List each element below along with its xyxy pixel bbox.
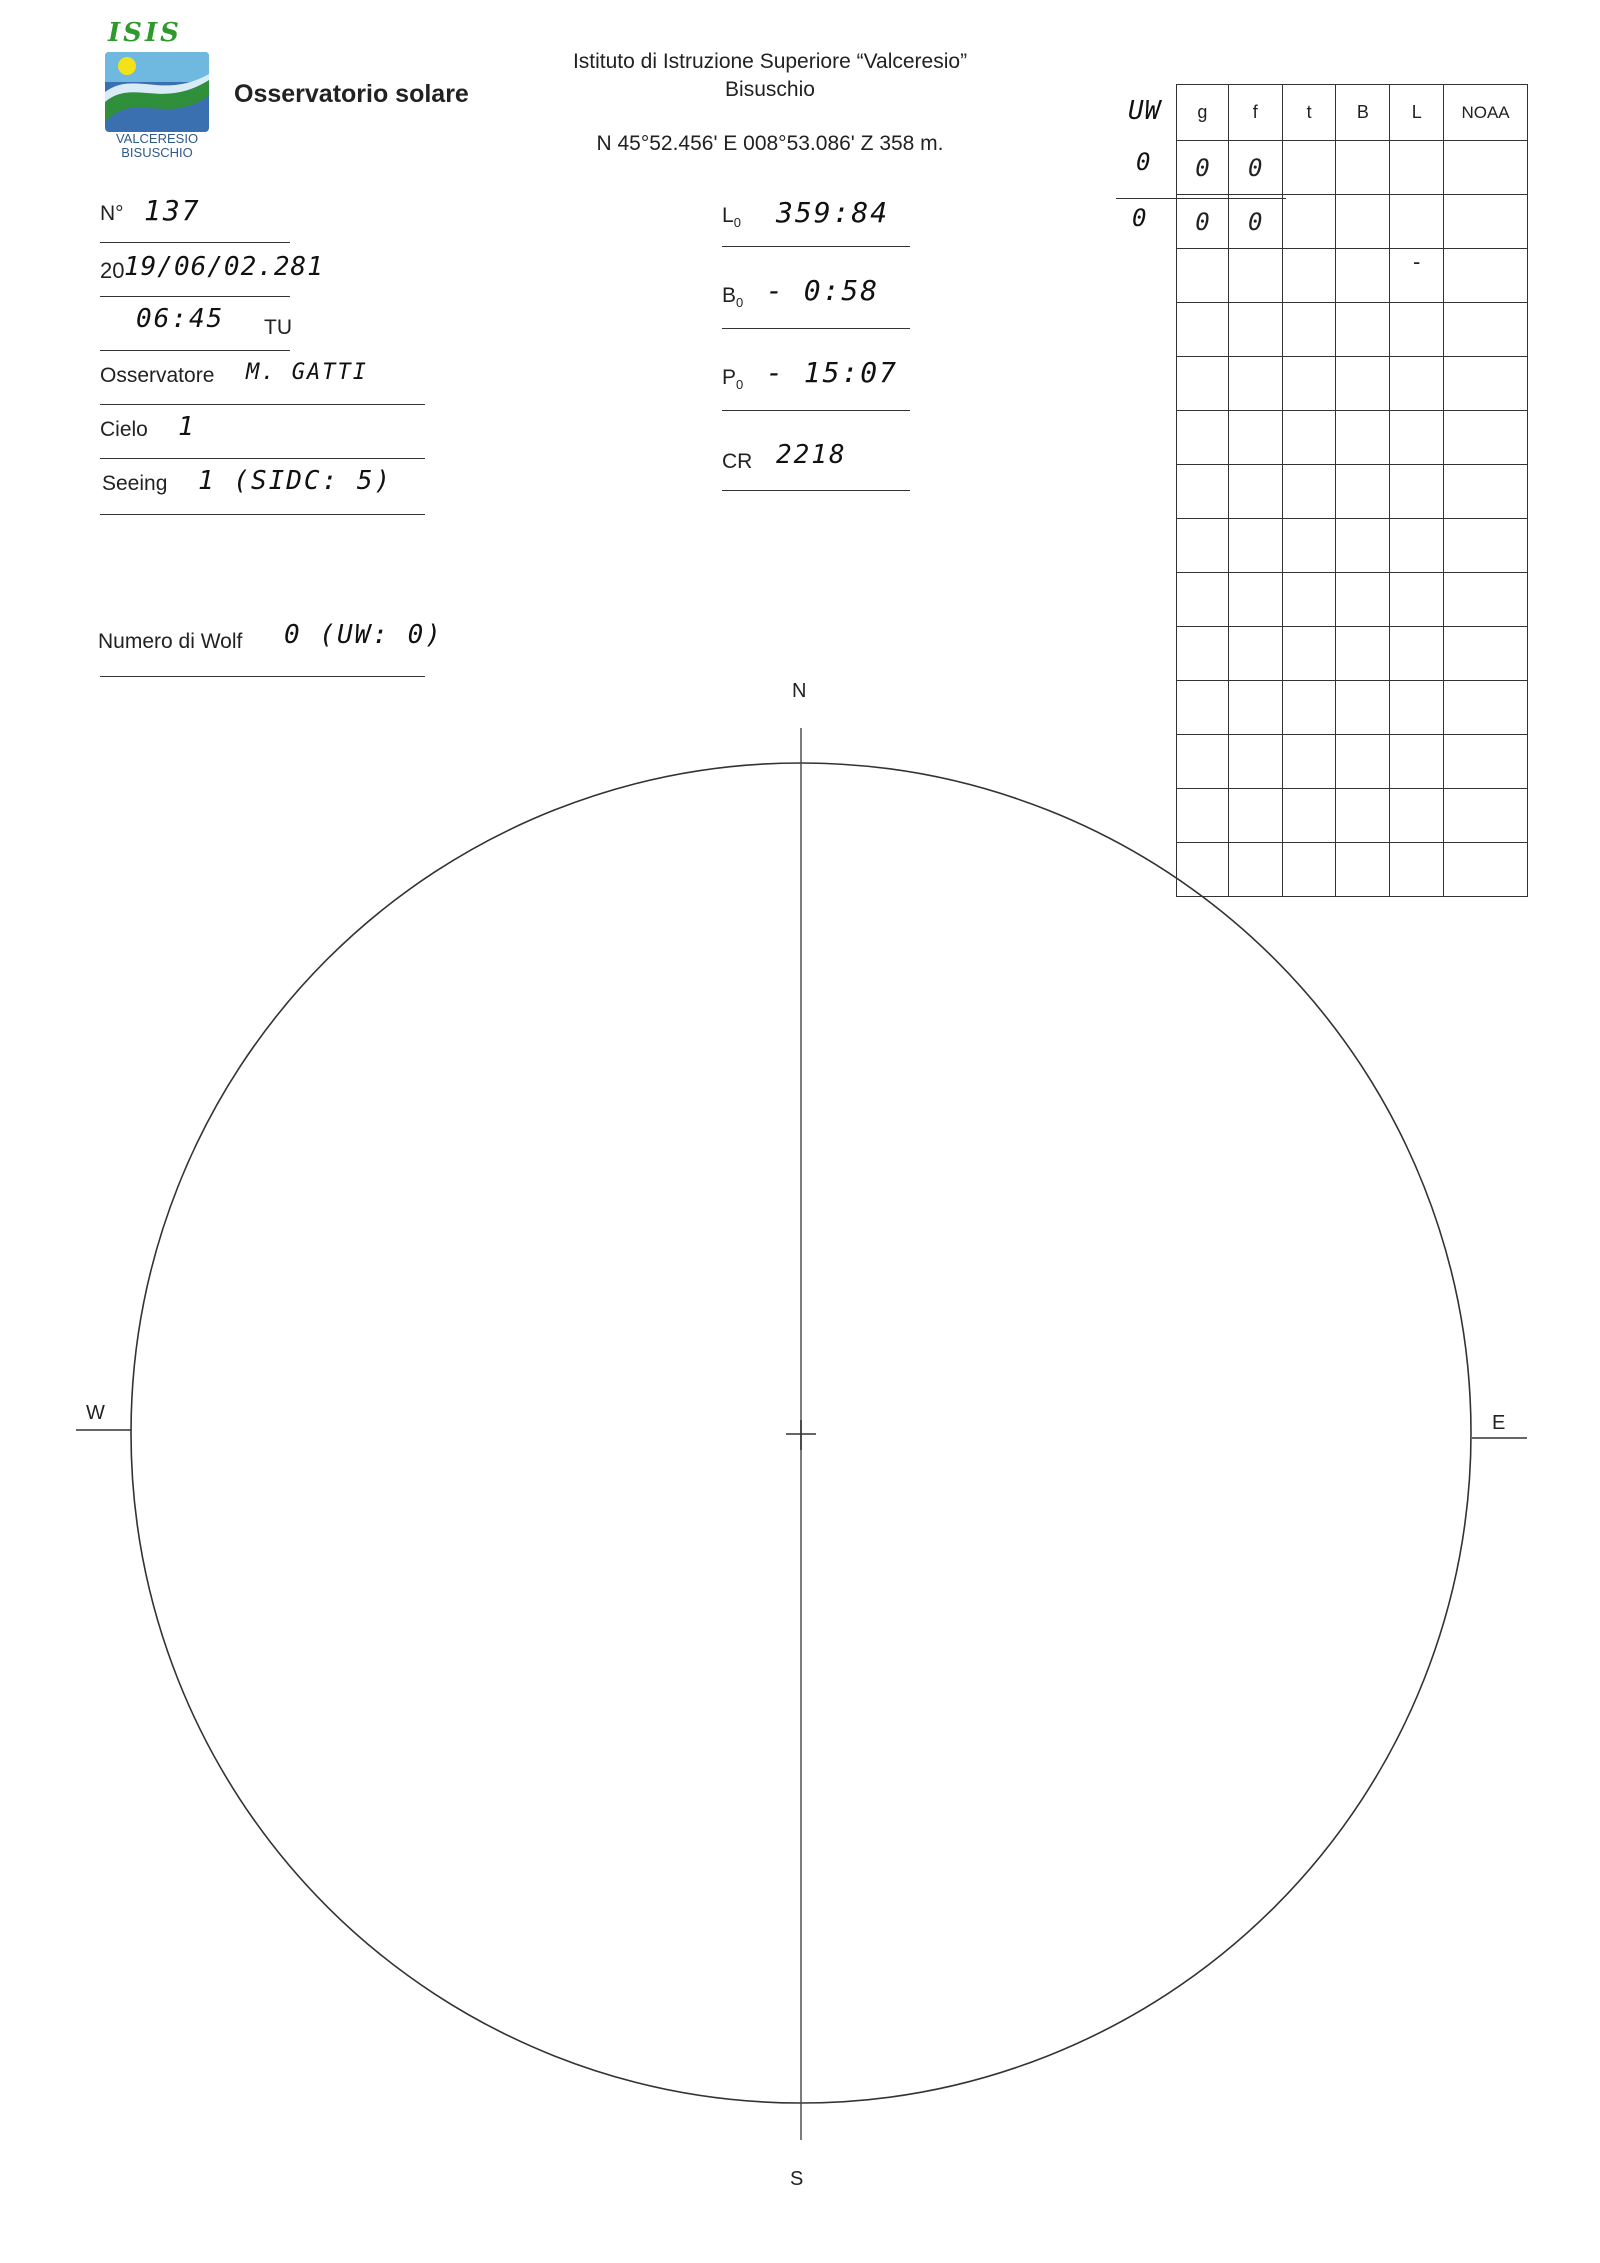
uw-row1-value: 0 [1136, 148, 1153, 176]
header-f: f [1228, 85, 1282, 141]
p0-value: - 15:07 [766, 356, 899, 389]
b0-value: - 0:58 [766, 274, 880, 307]
b0-letter: B [722, 284, 737, 307]
row1-f: 0 [1228, 141, 1282, 195]
number-label: N° [100, 202, 124, 225]
header-g: g [1177, 85, 1229, 141]
seeing-value: 1 (SIDC: 5) [198, 466, 393, 496]
header-t: t [1282, 85, 1336, 141]
header-b: B [1336, 85, 1390, 141]
sky-label: Cielo [100, 418, 148, 441]
row2-g: 0 [1177, 195, 1229, 249]
l0-letter: L [722, 204, 734, 227]
time-unit: TU [264, 316, 292, 339]
l0-subscript: 0 [733, 215, 741, 231]
sky-value: 1 [178, 412, 196, 442]
label-east: E [1492, 1412, 1506, 1434]
observer-label: Osservatore [100, 364, 215, 387]
institute-name: Istituto di Istruzione Superiore “Valceresio” [572, 50, 968, 73]
time-value: 06:45 [136, 304, 225, 334]
observatory-coordinates: N 45°52.456' E 008°53.086' Z 358 m. [596, 132, 944, 155]
label-south: S [790, 2168, 804, 2190]
p0-letter: P [722, 366, 737, 389]
institute-town: Bisuschio [725, 78, 815, 101]
cr-label: CR [722, 450, 753, 473]
row2-f: 0 [1228, 195, 1282, 249]
seeing-label: Seeing [102, 472, 168, 495]
wolf-value: 0 (UW: 0) [284, 620, 443, 650]
date-value: 19/06/02.281 [124, 252, 324, 282]
p0-subscript: 0 [736, 377, 744, 393]
l0-value: 359:84 [776, 196, 890, 229]
label-west: W [86, 1402, 105, 1424]
b0-subscript: 0 [736, 295, 744, 311]
logo-wordmark: ISIS [108, 18, 182, 48]
header-l: L [1390, 85, 1444, 141]
header-noaa: NOAA [1444, 85, 1528, 141]
uw-row2-value: 0 [1132, 204, 1149, 232]
label-north: N [792, 680, 807, 702]
logo-caption-line2: BISUSCHIO [121, 145, 193, 160]
observer-value: M. GATTI [246, 360, 368, 385]
wolf-label: Numero di Wolf [98, 630, 243, 653]
page-title: Osservatorio solare [234, 80, 469, 108]
date-prefix: 20 [100, 258, 125, 283]
table-mark: - [1390, 249, 1444, 303]
logo-caption-line1: VALCERESIO [115, 131, 199, 146]
number-value: 137 [144, 194, 201, 227]
cr-value: 2218 [776, 440, 847, 470]
uw-header: UW [1128, 96, 1162, 126]
row1-g: 0 [1177, 141, 1229, 195]
